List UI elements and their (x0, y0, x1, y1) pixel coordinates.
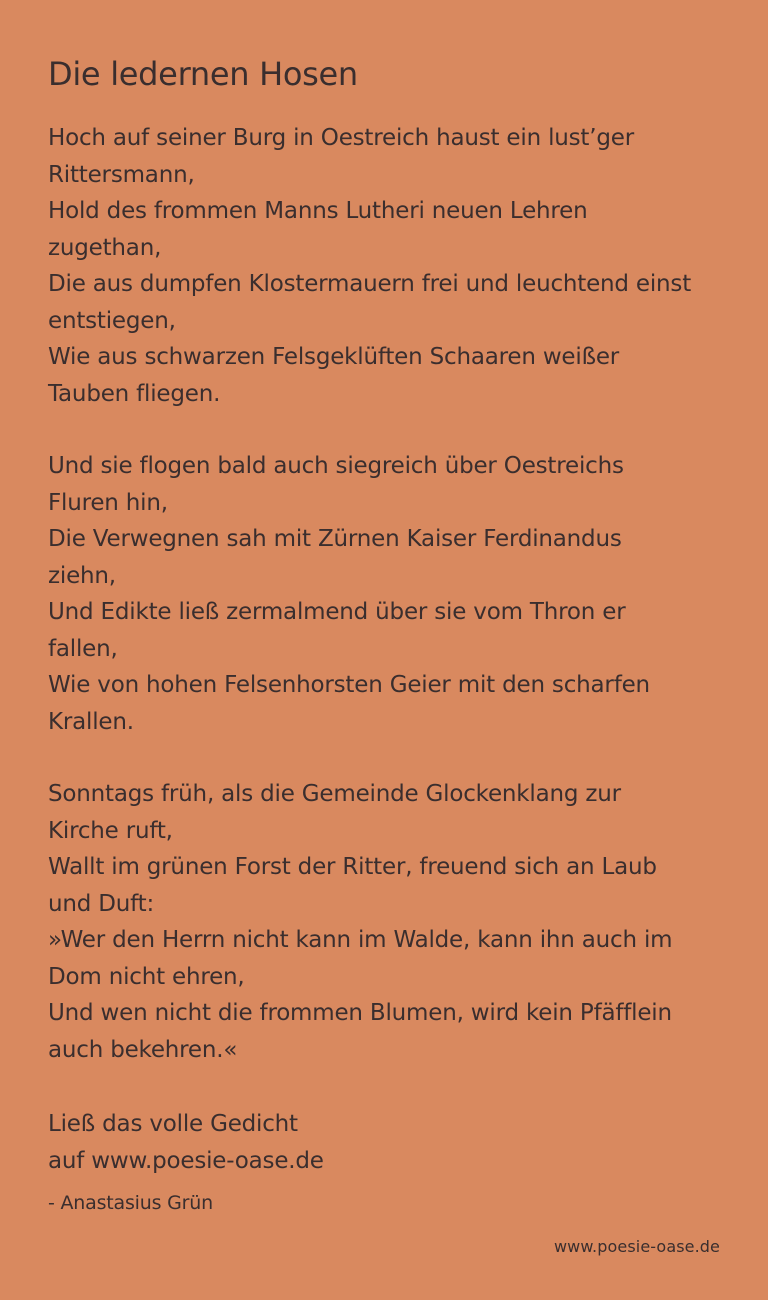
poem-line: zugethan, (48, 234, 162, 261)
poem-line: »Wer den Herrn nicht kann im Walde, kann ihn auch im (48, 927, 673, 953)
poem-author: - Anastasius Grün (48, 1192, 213, 1214)
poem-line: Sonntags früh, als die Gemeinde Glockenklang zur (48, 781, 621, 807)
poem-line: Kirche ruft, (48, 817, 173, 844)
poem-line: Und Edikte ließ zermalmend über sie vom Thron er (48, 599, 626, 625)
poem-line: fallen, (48, 635, 118, 662)
poem-line: und Duft: (48, 890, 155, 917)
poem-line: Die Verwegnen sah mit Zürnen Kaiser Ferdinandus (48, 526, 622, 552)
stanza-1 (48, 120, 728, 412)
poem-line: Und wen nicht die frommen Blumen, wird kein Pfäfflein (48, 1000, 672, 1026)
poem-line: Die aus dumpfen Klostermauern frei und leuchtend einst (48, 271, 692, 297)
poem-line: Und sie flogen bald auch siegreich über Oestreichs (48, 453, 624, 479)
poem-line: ziehn, (48, 562, 116, 589)
poem-line: auch bekehren.« (48, 1036, 238, 1063)
poem-line: Hold des frommen Manns Lutheri neuen Lehren (48, 198, 588, 224)
poem-line: Fluren hin, (48, 489, 168, 516)
poem-title: Die ledernen Hosen (48, 55, 358, 93)
poem-body (48, 120, 728, 1104)
poem-line: Krallen. (48, 708, 134, 735)
poem-line: Rittersmann, (48, 161, 195, 188)
stanza-3 (48, 776, 728, 1068)
poem-line: Hoch auf seiner Burg in Oestreich haust ein lust’ger (48, 125, 634, 151)
read-more-text: Ließ das volle Gedicht (48, 1111, 298, 1137)
poem-line: Dom nicht ehren, (48, 963, 245, 990)
read-more-note (48, 1106, 324, 1179)
poem-line: Wie aus schwarzen Felsgeklüften Schaaren weißer (48, 344, 620, 370)
stanza-2 (48, 448, 728, 740)
poem-line: entstiegen, (48, 307, 176, 334)
footer-site-url: www.poesie-oase.de (553, 1237, 720, 1256)
read-more-link-text: auf www.poesie-oase.de (48, 1147, 324, 1174)
poem-line: Wallt im grünen Forst der Ritter, freuend sich an Laub (48, 854, 657, 880)
poem-line: Tauben fliegen. (48, 380, 221, 407)
poem-line: Wie von hohen Felsenhorsten Geier mit den scharfen (48, 672, 650, 698)
